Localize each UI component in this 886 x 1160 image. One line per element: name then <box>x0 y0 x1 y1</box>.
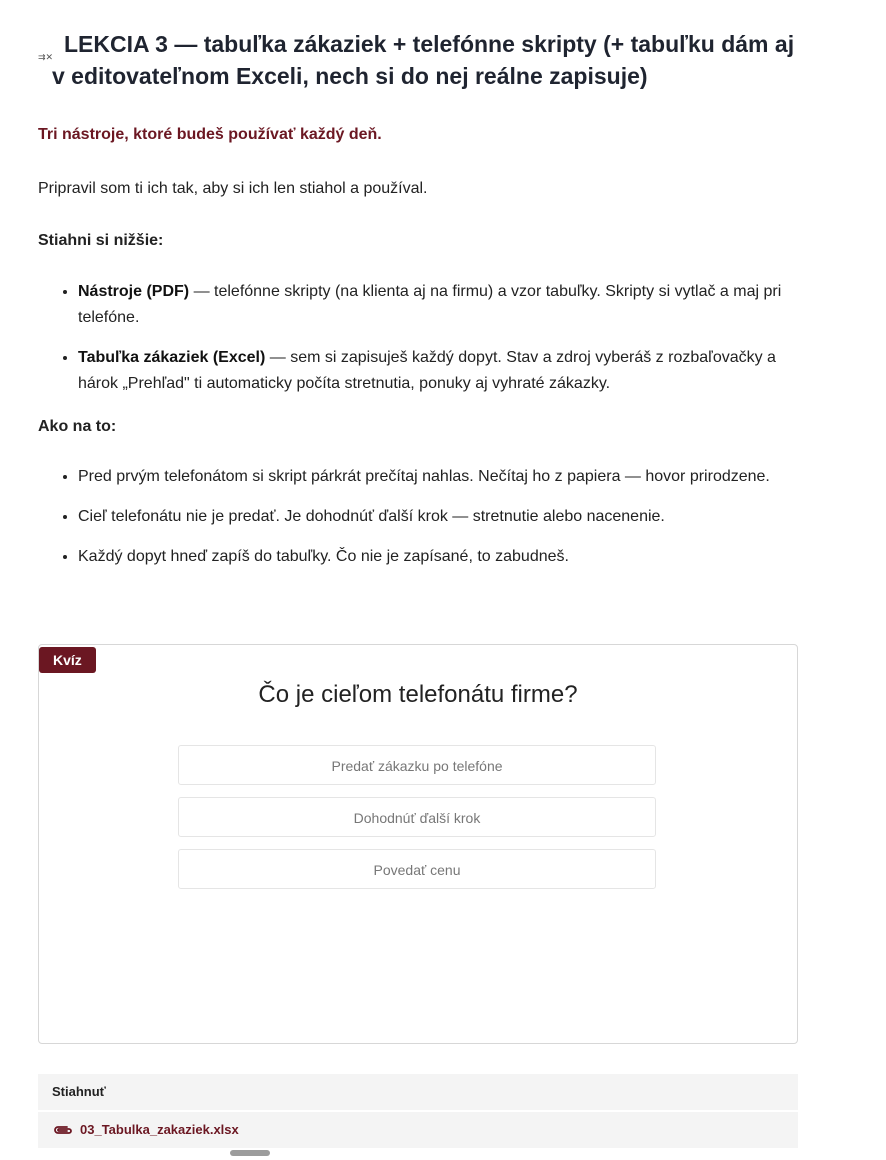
lesson-title-line2: v editovateľnom Exceli, nech si do nej reálne zapisuje) <box>52 63 648 89</box>
howto-list <box>38 464 818 584</box>
lesson-title <box>38 28 818 92</box>
lesson-title-line1: LEKCIA 3 — tabuľka zákaziek + telefónne skripty (+ tabuľku dám aj <box>64 31 795 57</box>
broken-image-icon: ⇉✕ <box>38 52 54 62</box>
tool-description: — sem si zapisuješ každý dopyt. Stav a zdroj vyberáš z rozbaľovačky a hárok „Prehľad" ti automaticky počíta stretnutia, ponuky aj vyhraté zákazky. <box>78 349 776 392</box>
lesson-lead: Tri nástroje, ktoré budeš používať každý deň. <box>38 126 382 143</box>
list-item: • Každý dopyt hneď zapíš do tabuľky. Čo nie je zapísané, to zabudneš. <box>78 544 818 570</box>
tools-list <box>38 279 818 411</box>
scroll-handle[interactable] <box>230 1150 270 1156</box>
download-panel-heading: Stiahnuť <box>38 1074 798 1110</box>
download-file-name[interactable]: 03_Tabulka_zakaziek.xlsx <box>80 1122 239 1137</box>
lesson-intro: Pripravil som ti ich tak, aby si ich len stiahol a používal. <box>38 180 428 197</box>
tool-name: Tabuľka zákaziek (Excel) <box>78 349 266 366</box>
list-item <box>78 279 818 331</box>
download-panel <box>38 1074 798 1148</box>
quiz-option-3[interactable]: Povedať cenu <box>178 849 656 889</box>
list-item: • Cieľ telefonátu nie je predať. Je dohodnúť ďalší krok — stretnutie alebo nacenenie. <box>78 504 818 530</box>
quiz-badge: Kvíz <box>39 647 96 673</box>
list-item <box>78 345 818 397</box>
quiz-option-2[interactable]: Dohodnúť ďalší krok <box>178 797 656 837</box>
quiz-option-1[interactable]: Predať zákazku po telefóne <box>178 745 656 785</box>
lesson-header <box>38 28 818 92</box>
howto-heading: Ako na to: <box>38 418 117 435</box>
paperclip-icon <box>52 1123 74 1137</box>
download-file-link[interactable] <box>38 1112 798 1148</box>
tool-name: Nástroje (PDF) <box>78 283 190 300</box>
list-item: • Pred prvým telefonátom si skript párkrát prečítaj nahlas. Nečítaj ho z papiera — hovor prirodzene. <box>78 464 818 490</box>
quiz-question: Čo je cieľom telefonátu firme? <box>258 681 578 708</box>
quiz-card <box>38 644 798 1044</box>
download-heading: Stiahni si nižšie: <box>38 232 164 249</box>
tool-description: — telefónne skripty (na klienta aj na firmu) a vzor tabuľky. Skripty si vytlač a maj pri telefóne. <box>78 283 782 326</box>
